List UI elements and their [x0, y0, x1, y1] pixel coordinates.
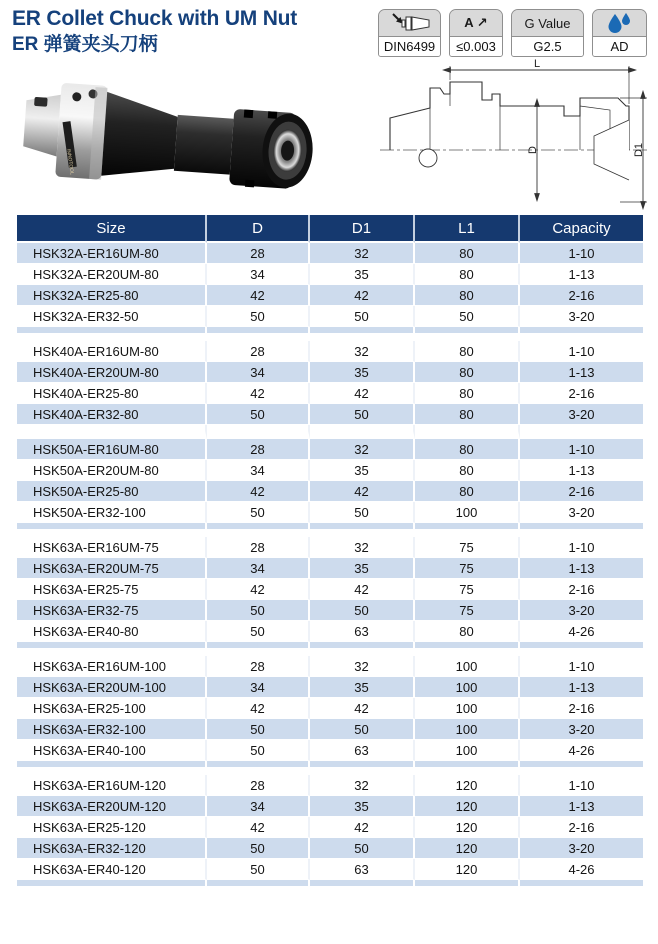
table-cell: 1-13 [520, 460, 643, 481]
table-cell: 32 [310, 439, 415, 460]
spacer-row [17, 761, 643, 775]
spacer-cell [207, 327, 310, 341]
spec-badges [378, 9, 647, 57]
table-cell: HSK32A-ER25-80 [17, 285, 207, 306]
table-cell: 80 [415, 243, 520, 264]
balance-grade-value: G2.5 [512, 36, 583, 56]
technical-drawing [332, 58, 654, 212]
table-cell: 32 [310, 537, 415, 558]
spacer-cell [310, 880, 415, 894]
table-cell: 34 [207, 460, 310, 481]
table-cell: 120 [415, 796, 520, 817]
table-cell: 42 [207, 481, 310, 502]
spacer-cell [520, 642, 643, 656]
spacer-row [17, 523, 643, 537]
table-cell: HSK40A-ER32-80 [17, 404, 207, 425]
table-cell: 75 [415, 558, 520, 579]
table-cell: 28 [207, 537, 310, 558]
table-cell: 32 [310, 341, 415, 362]
runout-badge [449, 9, 503, 57]
table-row [17, 719, 643, 740]
table-cell: 50 [310, 838, 415, 859]
table-row [17, 285, 643, 306]
runout-value: ≤0.003 [450, 36, 502, 56]
table-cell: 120 [415, 817, 520, 838]
table-row [17, 404, 643, 425]
table-cell: 1-10 [520, 775, 643, 796]
spacer-cell [415, 327, 520, 341]
table-row [17, 341, 643, 362]
dim-label-L: L [533, 58, 541, 70]
page-title [12, 6, 297, 57]
spec-table [17, 215, 643, 894]
coolant-badge [592, 9, 647, 57]
table-cell: 1-13 [520, 677, 643, 698]
table-cell: 50 [310, 404, 415, 425]
table-cell: 100 [415, 740, 520, 761]
table-cell: 3-20 [520, 404, 643, 425]
spacer-cell [310, 642, 415, 656]
spacer-cell [415, 880, 520, 894]
table-cell: 1-13 [520, 796, 643, 817]
coolant-value: AD [593, 36, 646, 56]
table-header-row [17, 215, 643, 243]
table-cell: 42 [310, 285, 415, 306]
runout-label: A ↗ [450, 10, 502, 36]
table-cell: 42 [207, 285, 310, 306]
table-cell: 100 [415, 698, 520, 719]
table-cell: 50 [207, 502, 310, 523]
table-cell: 28 [207, 341, 310, 362]
table-cell: HSK50A-ER20UM-80 [17, 460, 207, 481]
spacer-cell [207, 425, 310, 439]
table-cell: 34 [207, 558, 310, 579]
din-standard-value: DIN6499 [379, 36, 440, 56]
table-cell: 50 [310, 306, 415, 327]
spacer-cell [310, 761, 415, 775]
coolant-drops-icon [593, 10, 646, 36]
table-cell: 2-16 [520, 817, 643, 838]
table-row [17, 775, 643, 796]
table-row [17, 558, 643, 579]
table-cell: HSK50A-ER32-100 [17, 502, 207, 523]
table-row [17, 537, 643, 558]
table-cell: 120 [415, 859, 520, 880]
table-cell: 1-13 [520, 558, 643, 579]
table-cell: 75 [415, 537, 520, 558]
table-cell: 34 [207, 677, 310, 698]
table-cell: 1-13 [520, 362, 643, 383]
table-cell: 50 [207, 838, 310, 859]
table-cell: HSK40A-ER25-80 [17, 383, 207, 404]
table-cell: HSK63A-ER40-100 [17, 740, 207, 761]
table-cell: 28 [207, 656, 310, 677]
table-cell: 1-10 [520, 439, 643, 460]
table-row [17, 439, 643, 460]
table-cell: 3-20 [520, 306, 643, 327]
table-cell: 50 [207, 621, 310, 642]
table-cell: 1-13 [520, 264, 643, 285]
table-cell: 35 [310, 677, 415, 698]
spacer-cell [17, 523, 207, 537]
table-cell: 63 [310, 621, 415, 642]
table-cell: 120 [415, 775, 520, 796]
table-cell: HSK63A-ER32-100 [17, 719, 207, 740]
table-row [17, 796, 643, 817]
table-cell: 3-20 [520, 838, 643, 859]
table-cell: HSK50A-ER16UM-80 [17, 439, 207, 460]
table-cell: HSK63A-ER16UM-100 [17, 656, 207, 677]
table-cell: 42 [310, 383, 415, 404]
table-cell: 2-16 [520, 579, 643, 600]
table-row [17, 740, 643, 761]
product-photo [14, 70, 322, 208]
table-cell: HSK63A-ER25-75 [17, 579, 207, 600]
table-row [17, 621, 643, 642]
table-cell: 50 [207, 740, 310, 761]
table-cell: 28 [207, 243, 310, 264]
spacer-row [17, 880, 643, 894]
table-row [17, 502, 643, 523]
table-cell: 80 [415, 285, 520, 306]
table-cell: 35 [310, 796, 415, 817]
table-cell: 35 [310, 264, 415, 285]
table-cell: 80 [415, 460, 520, 481]
table-row [17, 859, 643, 880]
table-cell: 35 [310, 460, 415, 481]
table-cell: 100 [415, 677, 520, 698]
table-cell: 32 [310, 656, 415, 677]
table-cell: 100 [415, 656, 520, 677]
spacer-cell [415, 642, 520, 656]
dim-label-D: D [527, 146, 539, 154]
table-row [17, 817, 643, 838]
table-cell: HSK63A-ER16UM-75 [17, 537, 207, 558]
table-row [17, 264, 643, 285]
table-cell: 2-16 [520, 481, 643, 502]
table-row [17, 383, 643, 404]
spacer-cell [520, 327, 643, 341]
table-cell: 3-20 [520, 502, 643, 523]
table-cell: HSK32A-ER32-50 [17, 306, 207, 327]
spacer-cell [17, 761, 207, 775]
table-cell: 2-16 [520, 698, 643, 719]
table-cell: HSK63A-ER32-120 [17, 838, 207, 859]
svg-text:INNOTOOL: INNOTOOL [65, 148, 75, 176]
table-cell: HSK63A-ER25-120 [17, 817, 207, 838]
balance-grade-label: G Value [512, 10, 583, 36]
spacer-cell [17, 425, 207, 439]
table-cell: 75 [415, 600, 520, 621]
collet-taper-icon [379, 10, 440, 36]
spacer-cell [17, 880, 207, 894]
table-cell: 35 [310, 558, 415, 579]
table-cell: 1-10 [520, 656, 643, 677]
table-row [17, 481, 643, 502]
table-cell: 2-16 [520, 383, 643, 404]
balance-grade-badge [511, 9, 584, 57]
table-cell: 34 [207, 362, 310, 383]
spacer-cell [207, 642, 310, 656]
column-header-d: D [207, 215, 310, 243]
table-cell: 3-20 [520, 600, 643, 621]
table-cell: 34 [207, 796, 310, 817]
product-title-zh: ER 弹簧夹头刀柄 [12, 34, 158, 55]
table-row [17, 460, 643, 481]
spacer-cell [415, 761, 520, 775]
din-standard-badge [378, 9, 441, 57]
spacer-cell [310, 425, 415, 439]
table-cell: 28 [207, 439, 310, 460]
table-cell: 28 [207, 775, 310, 796]
spacer-cell [520, 523, 643, 537]
spacer-cell [310, 523, 415, 537]
table-cell: 63 [310, 740, 415, 761]
spacer-cell [520, 880, 643, 894]
column-header-d1: D1 [310, 215, 415, 243]
table-cell: HSK63A-ER20UM-120 [17, 796, 207, 817]
table-cell: 3-20 [520, 719, 643, 740]
table-cell: 50 [207, 719, 310, 740]
spacer-cell [17, 642, 207, 656]
table-cell: 32 [310, 243, 415, 264]
table-cell: 42 [310, 481, 415, 502]
table-cell: HSK63A-ER20UM-100 [17, 677, 207, 698]
table-row [17, 600, 643, 621]
table-cell: 80 [415, 439, 520, 460]
table-cell: 1-10 [520, 537, 643, 558]
table-cell: 42 [207, 698, 310, 719]
table-cell: 42 [310, 579, 415, 600]
table-cell: 50 [207, 306, 310, 327]
table-row [17, 306, 643, 327]
table-cell: HSK32A-ER16UM-80 [17, 243, 207, 264]
table-cell: HSK63A-ER40-80 [17, 621, 207, 642]
table-cell: 80 [415, 264, 520, 285]
spacer-cell [520, 761, 643, 775]
table-row [17, 362, 643, 383]
spacer-cell [310, 327, 415, 341]
column-header-capacity: Capacity [520, 215, 643, 243]
table-cell: 1-10 [520, 243, 643, 264]
spacer-row [17, 327, 643, 341]
table-cell: 42 [207, 817, 310, 838]
dim-label-D1: D1 [633, 142, 645, 158]
table-cell: 75 [415, 579, 520, 600]
table-cell: 50 [310, 502, 415, 523]
table-cell: HSK40A-ER20UM-80 [17, 362, 207, 383]
column-header-size: Size [17, 215, 207, 243]
table-row [17, 698, 643, 719]
table-cell: 50 [207, 404, 310, 425]
spacer-cell [207, 523, 310, 537]
table-cell: HSK63A-ER16UM-120 [17, 775, 207, 796]
table-cell: 2-16 [520, 285, 643, 306]
spacer-cell [207, 761, 310, 775]
table-cell: 100 [415, 502, 520, 523]
table-cell: 50 [415, 306, 520, 327]
spacer-cell [207, 880, 310, 894]
table-row [17, 579, 643, 600]
table-cell: 80 [415, 404, 520, 425]
table-cell: 50 [310, 719, 415, 740]
table-cell: 80 [415, 341, 520, 362]
spacer-cell [520, 425, 643, 439]
spacer-cell [415, 425, 520, 439]
table-cell: HSK50A-ER25-80 [17, 481, 207, 502]
table-cell: HSK63A-ER32-75 [17, 600, 207, 621]
table-cell: 50 [310, 600, 415, 621]
table-cell: 42 [310, 698, 415, 719]
product-title-en: ER Collet Chuck with UM Nut [12, 7, 298, 30]
table-row [17, 677, 643, 698]
table-cell: 4-26 [520, 859, 643, 880]
table-row [17, 656, 643, 677]
table-cell: 50 [207, 859, 310, 880]
table-cell: HSK63A-ER25-100 [17, 698, 207, 719]
table-row [17, 243, 643, 264]
table-cell: 100 [415, 719, 520, 740]
table-cell: 4-26 [520, 740, 643, 761]
table-cell: 35 [310, 362, 415, 383]
table-cell: 42 [207, 383, 310, 404]
table-cell: 80 [415, 481, 520, 502]
table-cell: 50 [207, 600, 310, 621]
table-cell: 4-26 [520, 621, 643, 642]
table-cell: 42 [207, 579, 310, 600]
table-cell: 80 [415, 621, 520, 642]
table-cell: HSK63A-ER40-120 [17, 859, 207, 880]
spacer-cell [415, 523, 520, 537]
spacer-row [17, 425, 643, 439]
table-cell: 32 [310, 775, 415, 796]
spacer-row [17, 642, 643, 656]
spacer-cell [17, 327, 207, 341]
table-cell: 34 [207, 264, 310, 285]
table-cell: 120 [415, 838, 520, 859]
table-cell: 80 [415, 362, 520, 383]
table-cell: HSK32A-ER20UM-80 [17, 264, 207, 285]
table-cell: 80 [415, 383, 520, 404]
table-cell: HSK63A-ER20UM-75 [17, 558, 207, 579]
table-row [17, 838, 643, 859]
table-cell: 42 [310, 817, 415, 838]
table-cell: 1-10 [520, 341, 643, 362]
table-cell: HSK40A-ER16UM-80 [17, 341, 207, 362]
column-header-l1: L1 [415, 215, 520, 243]
table-cell: 63 [310, 859, 415, 880]
